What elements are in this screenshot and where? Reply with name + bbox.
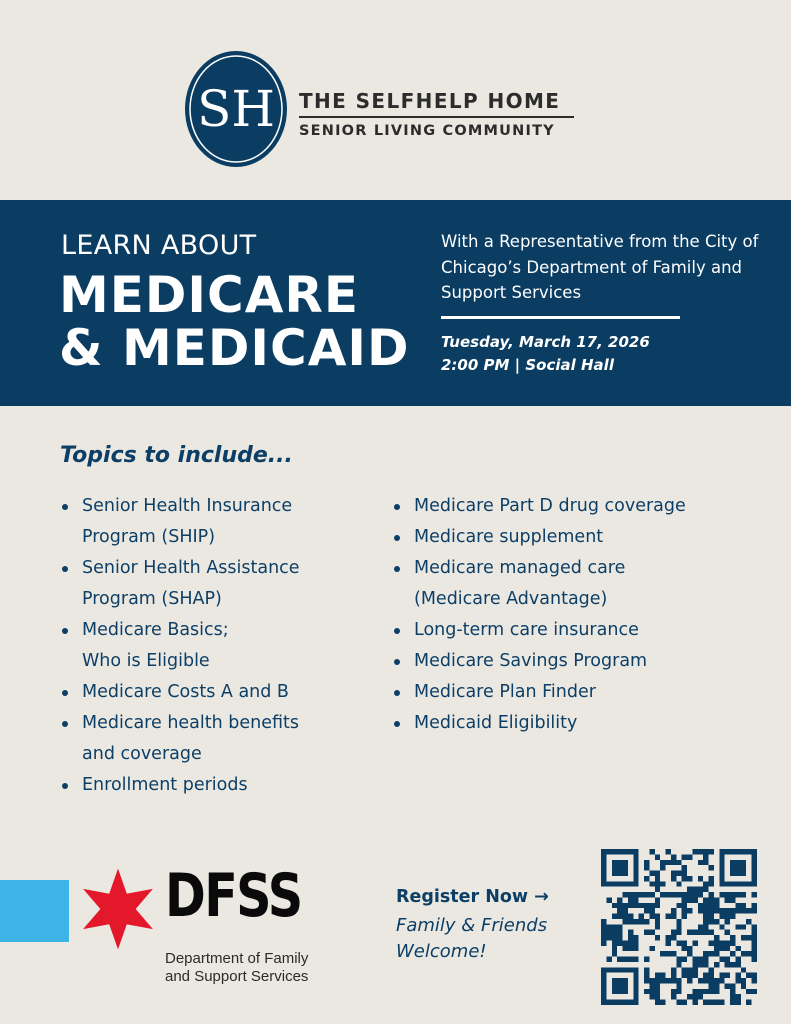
list-item: Medicaid Eligibility (392, 708, 772, 739)
list-item: Medicare Costs A and B (60, 677, 380, 708)
topics-heading: Topics to include... (60, 443, 293, 468)
banner-divider (441, 316, 680, 319)
org-divider (299, 116, 574, 118)
event-date: Tuesday, March 17, 2026 (441, 333, 650, 351)
list-item: Medicare Basics; Who is Eligible (60, 615, 380, 677)
list-item: Medicare supplement (392, 522, 772, 553)
banner-title-line1: MEDICARE (59, 266, 360, 324)
list-item: Senior Health Insurance Program (SHIP) (60, 491, 380, 553)
dfss-logo: DFSS (165, 861, 302, 931)
list-item: Medicare health benefits and coverage (60, 708, 380, 770)
chicago-star-icon (76, 866, 160, 952)
event-time-place: 2:00 PM | Social Hall (441, 356, 614, 374)
dfss-name: Department of Family and Support Services (165, 950, 309, 985)
list-item: Long-term care insurance (392, 615, 772, 646)
monogram-icon (184, 50, 288, 168)
list-item: Senior Health Assistance Program (SHAP) (60, 553, 380, 615)
org-subtitle: SENIOR LIVING COMMUNITY (299, 123, 555, 139)
org-name: THE SELFHELP HOME (299, 89, 561, 113)
list-item: Medicare managed care (Medicare Advantage) (392, 553, 772, 615)
selfhelp-logo (184, 50, 584, 168)
list-item: Medicare Part D drug coverage (392, 491, 772, 522)
monogram-text: SH (197, 80, 275, 138)
register-link[interactable]: Register Now → (396, 887, 549, 907)
blue-accent-block (0, 880, 69, 942)
list-item: Medicare Plan Finder (392, 677, 772, 708)
topics-list-left (60, 491, 380, 801)
banner-title-line2: & MEDICAID (59, 319, 410, 377)
banner-kicker: LEARN ABOUT (61, 230, 257, 261)
welcome-text: Family & Friends Welcome! (396, 915, 548, 962)
list-item: Enrollment periods (60, 770, 380, 801)
qr-code-icon[interactable] (601, 849, 757, 1005)
representative-text: With a Representative from the City of Chicago’s Department of Family and Support Services (441, 232, 759, 302)
list-item: Medicare Savings Program (392, 646, 772, 677)
topics-list-right (392, 491, 772, 739)
